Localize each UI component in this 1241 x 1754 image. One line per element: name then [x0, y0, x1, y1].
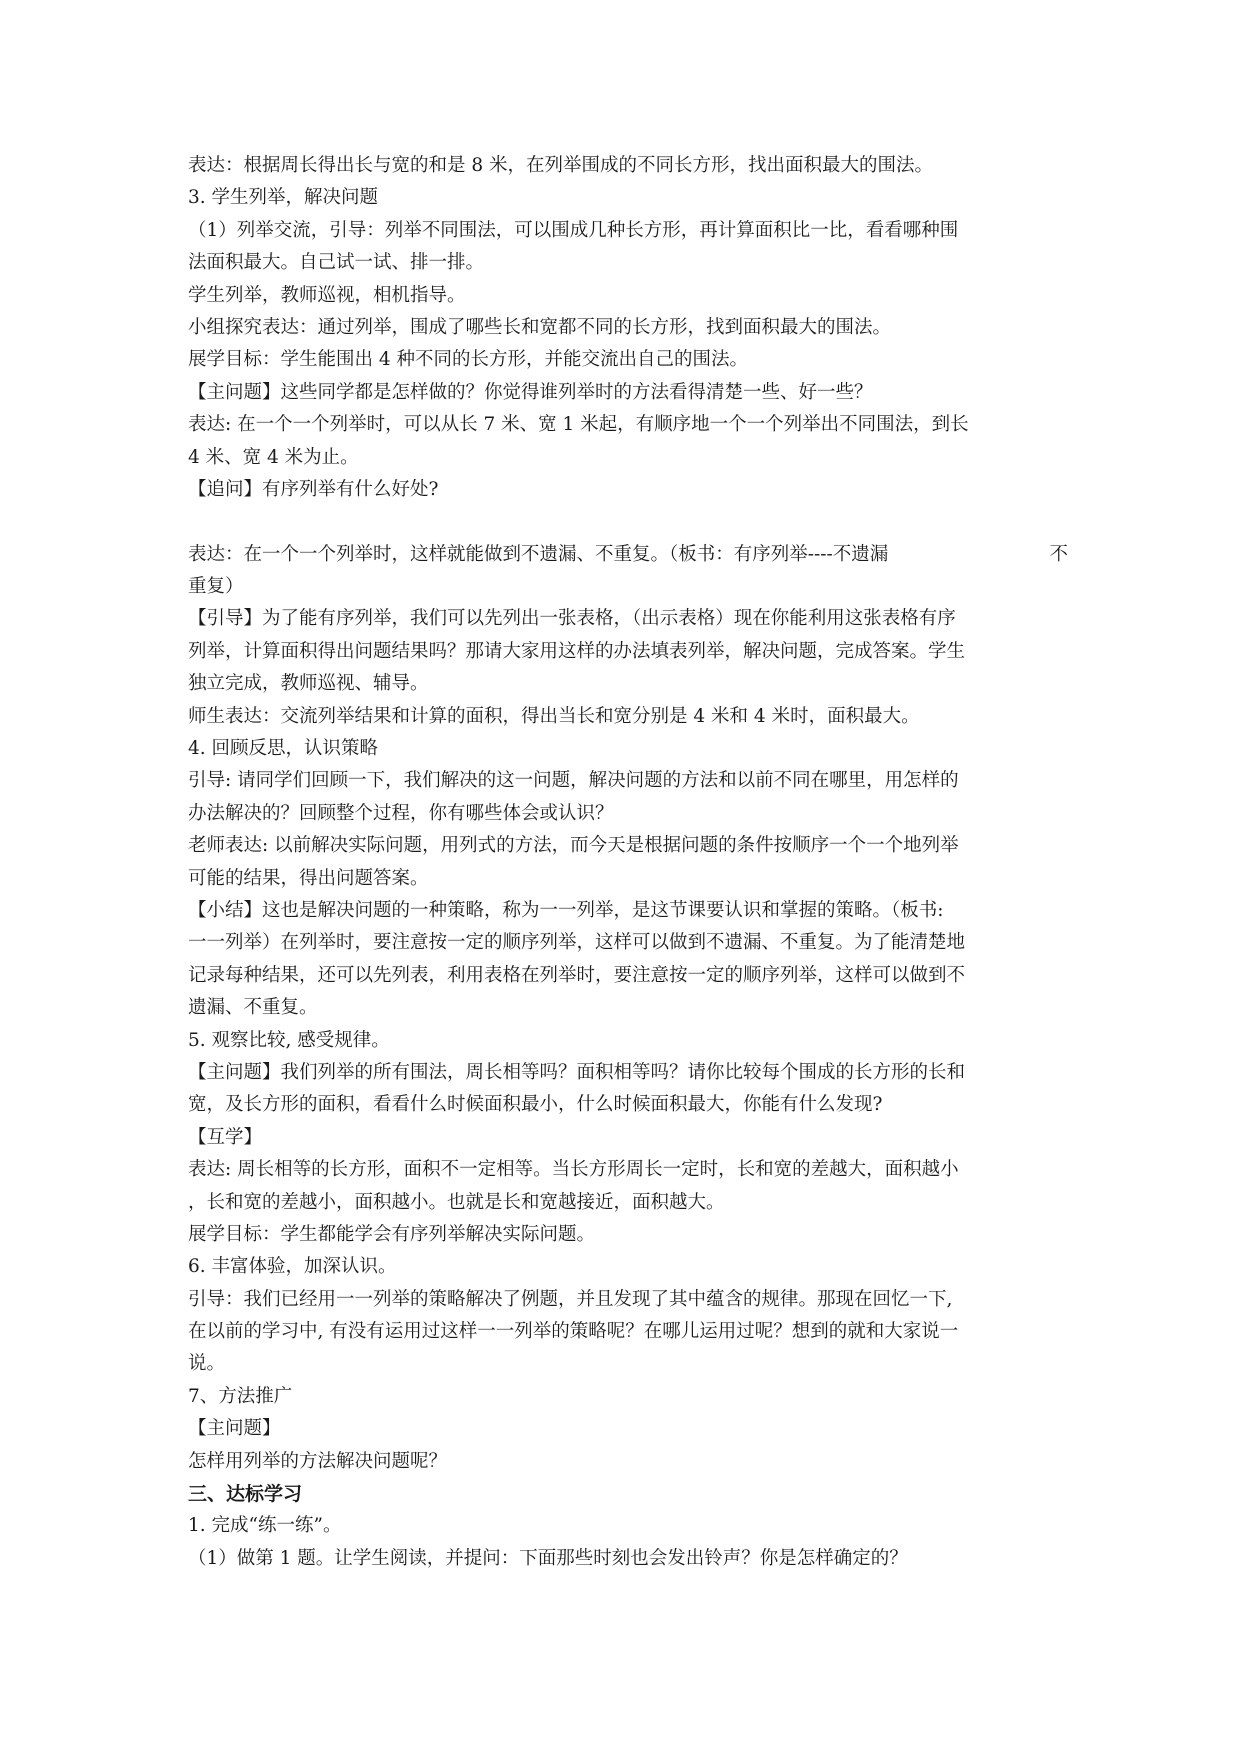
text-line: 表达: 周长相等的长方形，面积不一定相等。当长方形周长一定时，长和宽的差越大，面积越小 [188, 1159, 959, 1181]
text-line: 【小结】这也是解决问题的一种策略，称为一一列举，是这节课要认识和掌握的策略。（板书: [188, 899, 944, 921]
text-line: ，长和宽的差越小，面积越小。也就是长和宽越接近，面积越大。 [188, 1191, 725, 1213]
text-line: 独立完成，教师巡视、辅导。 [188, 673, 429, 695]
section-heading: 7、方法推广 [188, 1385, 293, 1407]
document-body [188, 150, 1068, 1575]
text-line: 宽，及长方形的面积，看看什么时候面积最小，什么时候面积最大，你能有什么发现? [188, 1094, 883, 1116]
section-heading: 4. 回顾反思，认识策略 [188, 738, 379, 760]
text-line: 小组探究表达：通过列举，围成了哪些长和宽都不同的长方形，找到面积最大的围法。 [188, 316, 892, 338]
major-heading: 三、达标学习 [188, 1483, 303, 1506]
text-line: （1）做第 1 题。让学生阅读，并提问：下面那些时刻也会发出铃声？你是怎样确定的？ [188, 1547, 908, 1569]
text-line: 列举，计算面积得出问题结果吗？那请大家用这样的办法填表列举，解决问题，完成答案。学生 [188, 640, 966, 662]
text-line: 【追问】有序列举有什么好处? [188, 478, 439, 500]
text-line: 引导: 请同学们回顾一下，我们解决的这一问题，解决问题的方法和以前不同在哪里，用怎样的 [188, 770, 959, 792]
text-line: 师生表达：交流列举结果和计算的面积，得出当长和宽分别是 4 米和 4 米时，面积最大。 [188, 705, 920, 727]
text-line: 一一列举）在列举时，要注意按一定的顺序列举，这样可以做到不遗漏、不重复。为了能清楚地 [188, 932, 966, 954]
text-segment: 表达：在一个一个列举时，这样就能做到不遗漏、不重复。（板书：有序列举----不遗漏 [188, 543, 889, 565]
blank-line [188, 506, 1068, 538]
text-line: 引导：我们已经用一一列举的策略解决了例题，并且发现了其中蕴含的规律。那现在回忆一下, [188, 1288, 953, 1310]
text-line: 展学目标：学生能围出 4 种不同的长方形，并能交流出自己的围法。 [188, 349, 749, 371]
text-line: （1）列举交流，引导：列举不同围法，可以围成几种长方形，再计算面积比一比，看看哪种围 [188, 219, 959, 241]
section-heading: 6. 丰富体验，加深认识。 [188, 1256, 397, 1278]
text-line: 办法解决的？回顾整个过程，你有哪些体会或认识？ [188, 802, 614, 824]
text-line: 表达：根据周长得出长与宽的和是 8 米，在列举围成的不同长方形，找出面积最大的围法。 [188, 155, 934, 176]
text-line: 说。 [188, 1353, 226, 1375]
text-line: 1. 完成“练一练”。 [188, 1515, 342, 1537]
text-line: 4 米、宽 4 米为止。 [188, 446, 359, 468]
text-segment: 不 [1049, 543, 1068, 565]
text-line: 遗漏、不重复。 [188, 997, 318, 1019]
text-line: 怎样用列举的方法解决问题呢？ [188, 1450, 448, 1472]
text-line: 法面积最大。自己试一试、排一排。 [188, 252, 485, 274]
text-line: 表达: 在一个一个列举时，可以从长 7 米、宽 1 米起，有顺序地一个一个列举出不同围法，到长 [188, 414, 969, 436]
text-line: 记录每种结果，还可以先列表，利用表格在列举时，要注意按一定的顺序列举，这样可以做到不 [188, 964, 966, 986]
section-heading: 5. 观察比较, 感受规律。 [188, 1029, 390, 1051]
text-line: 重复） [188, 576, 244, 598]
section-heading: 3. 学生列举，解决问题 [188, 187, 379, 209]
text-line: 展学目标：学生都能学会有序列举解决实际问题。 [188, 1223, 596, 1245]
text-line: 【主问题】我们列举的所有围法，周长相等吗？面积相等吗？请你比较每个围成的长方形的长和 [188, 1061, 966, 1083]
text-line: 【主问题】这些同学都是怎样做的？你觉得谁列举时的方法看得清楚一些、好一些？ [188, 381, 873, 403]
text-line: 【引导】为了能有序列举，我们可以先列出一张表格，（出示表格）现在你能利用这张表格有序 [188, 608, 956, 630]
text-line-justified [188, 539, 1068, 571]
text-line: 可能的结果，得出问题答案。 [188, 867, 429, 889]
text-line: 【主问题】 [188, 1418, 281, 1440]
text-line: 【互学】 [188, 1126, 263, 1148]
text-line: 在以前的学习中, 有没有运用过这样一一列举的策略呢？在哪儿运用过呢？想到的就和大家说一 [188, 1321, 959, 1343]
text-line: 老师表达: 以前解决实际问题，用列式的方法，而今天是根据问题的条件按顺序一个一个地列举 [188, 835, 959, 857]
text-line: 学生列举，教师巡视，相机指导。 [188, 284, 466, 306]
